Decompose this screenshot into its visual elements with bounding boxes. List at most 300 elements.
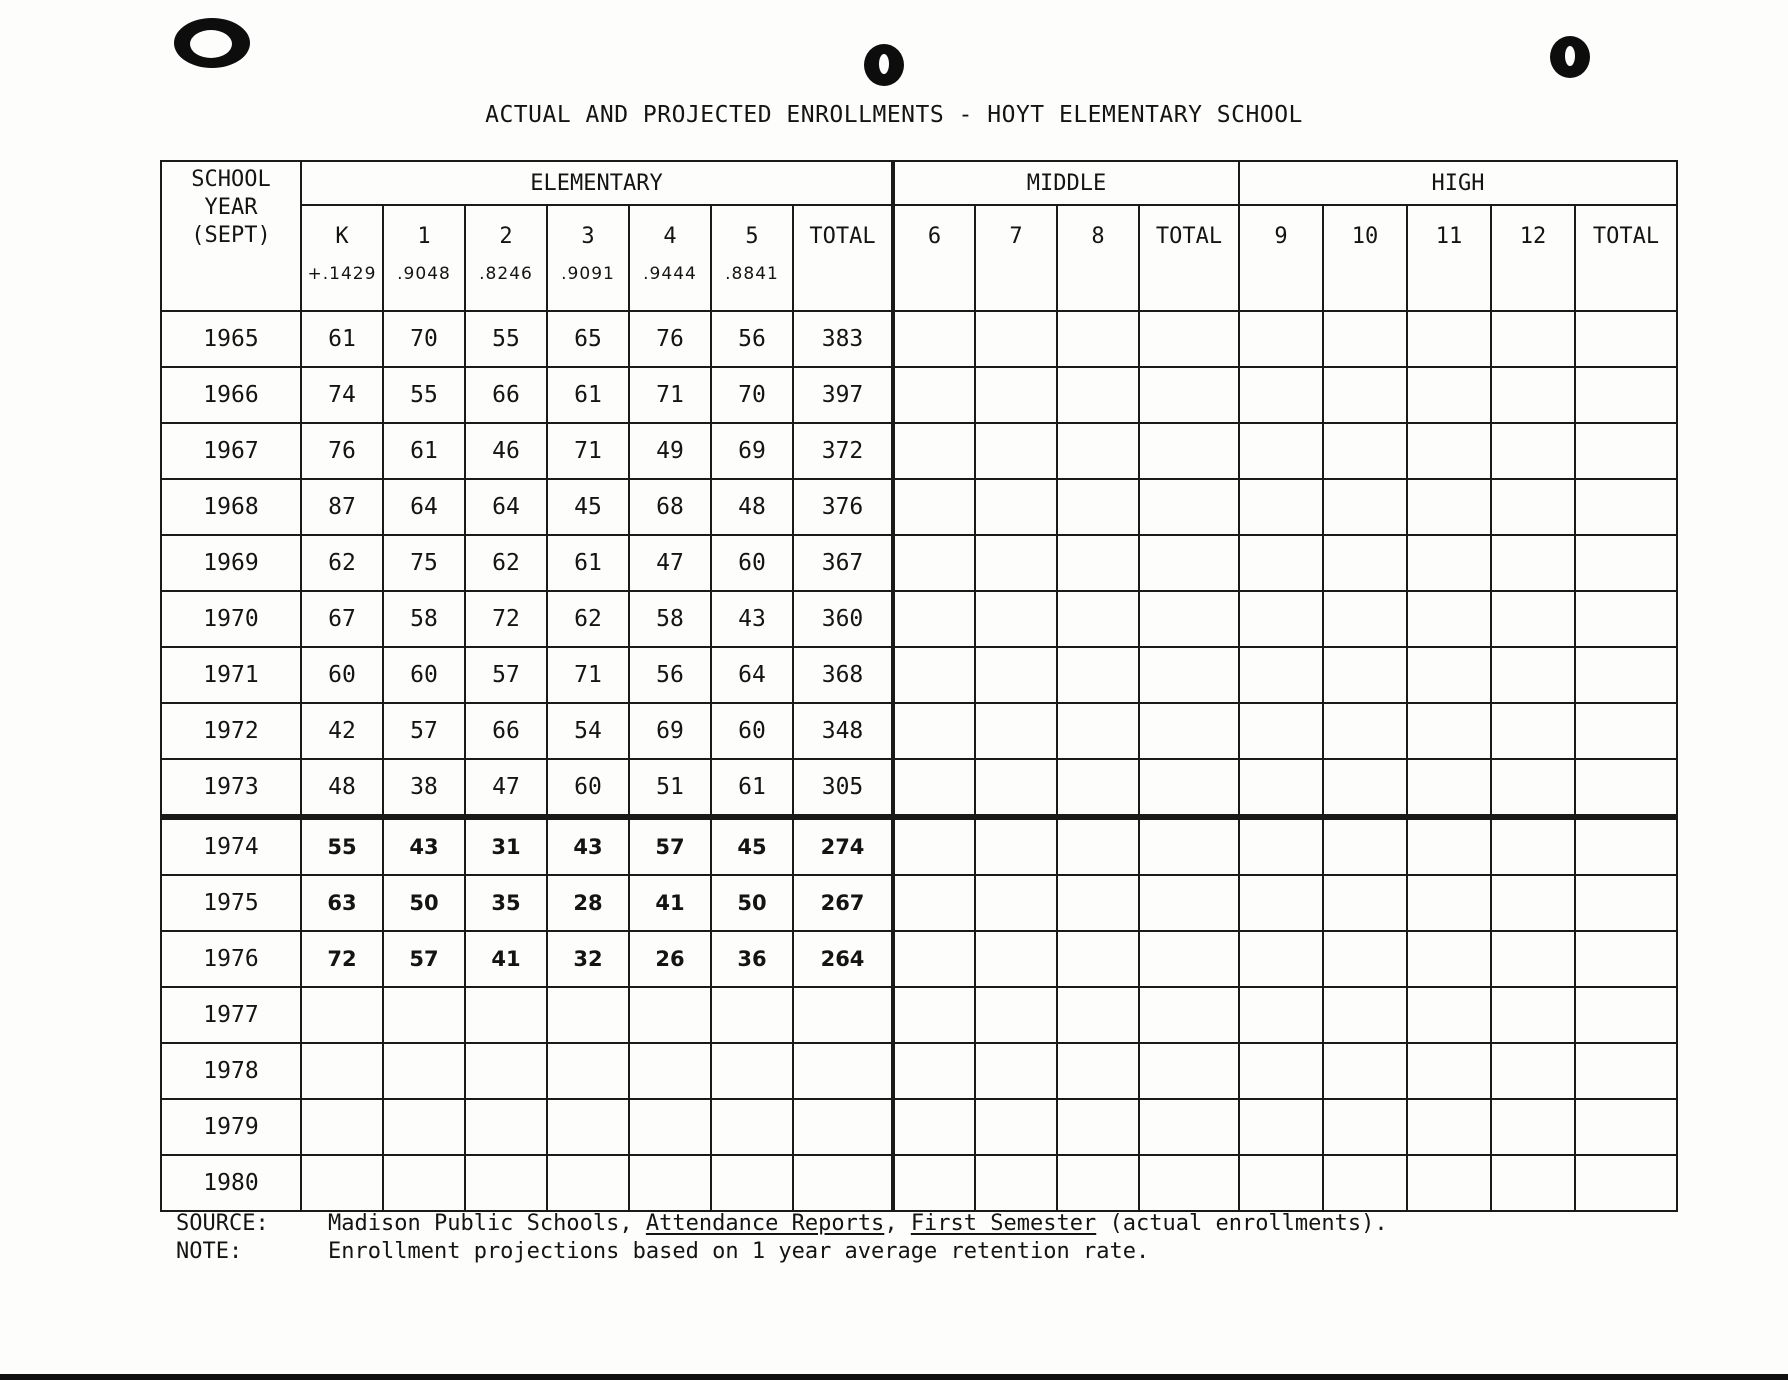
col-header-high-4: TOTAL [1575, 205, 1677, 311]
empty-cell [1139, 1043, 1239, 1099]
source-line [176, 1210, 1388, 1238]
enrollment-cell: 45 [711, 817, 793, 875]
enrollment-cell: 60 [711, 535, 793, 591]
empty-cell [975, 591, 1057, 647]
enrollment-cell: 264 [793, 931, 893, 987]
empty-cell [301, 1155, 383, 1211]
empty-cell [1139, 987, 1239, 1043]
table-row [161, 479, 1677, 535]
enrollment-cell: 367 [793, 535, 893, 591]
note-text: Enrollment projections based on 1 year average retention rate. [328, 1239, 1150, 1264]
enrollment-table [160, 160, 1678, 1212]
empty-cell [893, 591, 975, 647]
empty-cell [1057, 423, 1139, 479]
empty-cell [975, 817, 1057, 875]
enrollment-cell: 60 [383, 647, 465, 703]
empty-cell [1575, 875, 1677, 931]
empty-cell [1491, 1155, 1575, 1211]
enrollment-cell: 74 [301, 367, 383, 423]
col-header-high-0: 9 [1239, 205, 1323, 311]
enrollment-cell: 274 [793, 817, 893, 875]
table-row [161, 931, 1677, 987]
punch-hole-right [1550, 36, 1590, 78]
enrollment-cell: 55 [383, 367, 465, 423]
empty-cell [1057, 987, 1139, 1043]
empty-cell [1575, 987, 1677, 1043]
table-row [161, 875, 1677, 931]
empty-cell [1057, 367, 1139, 423]
source-text: Madison Public Schools, Attendance Reports, First Semester (actual enrollments). [328, 1211, 1388, 1236]
empty-cell [893, 817, 975, 875]
enrollment-cell: 360 [793, 591, 893, 647]
empty-cell [1491, 367, 1575, 423]
empty-cell [1323, 931, 1407, 987]
empty-cell [893, 1099, 975, 1155]
empty-cell [1139, 1155, 1239, 1211]
empty-cell [383, 1099, 465, 1155]
empty-cell [1575, 759, 1677, 817]
enrollment-cell: 42 [301, 703, 383, 759]
empty-cell [1057, 535, 1139, 591]
empty-cell [1239, 591, 1323, 647]
empty-cell [1575, 367, 1677, 423]
enrollment-cell: 26 [629, 931, 711, 987]
empty-cell [1139, 703, 1239, 759]
enrollment-cell: 47 [629, 535, 711, 591]
empty-cell [975, 1043, 1057, 1099]
empty-cell [383, 1043, 465, 1099]
empty-cell [1239, 703, 1323, 759]
empty-cell [1407, 591, 1491, 647]
empty-cell [1491, 1099, 1575, 1155]
empty-cell [1323, 367, 1407, 423]
empty-cell [1139, 931, 1239, 987]
enrollment-cell: 62 [465, 535, 547, 591]
enrollment-table-container [160, 160, 1678, 1212]
page-bottom-edge [0, 1374, 1788, 1380]
enrollment-cell: 71 [629, 367, 711, 423]
empty-cell [1407, 1043, 1491, 1099]
empty-cell [1139, 591, 1239, 647]
empty-cell [893, 987, 975, 1043]
table-row [161, 311, 1677, 367]
empty-cell [893, 931, 975, 987]
table-row [161, 647, 1677, 703]
empty-cell [1239, 535, 1323, 591]
empty-cell [1239, 479, 1323, 535]
empty-cell [893, 875, 975, 931]
enrollment-cell: 372 [793, 423, 893, 479]
empty-cell [1323, 1099, 1407, 1155]
empty-cell [1139, 759, 1239, 817]
enrollment-cell: 54 [547, 703, 629, 759]
empty-cell [1575, 1099, 1677, 1155]
enrollment-cell: 57 [383, 931, 465, 987]
empty-cell [1323, 1155, 1407, 1211]
empty-cell [1491, 703, 1575, 759]
empty-cell [1575, 591, 1677, 647]
enrollment-cell: 50 [383, 875, 465, 931]
empty-cell [1239, 423, 1323, 479]
col-header-middle-0: 6 [893, 205, 975, 311]
empty-cell [1323, 817, 1407, 875]
enrollment-cell: 57 [383, 703, 465, 759]
retention-rate: .9444 [643, 264, 697, 284]
enrollment-cell: 56 [629, 647, 711, 703]
empty-cell [975, 703, 1057, 759]
empty-cell [547, 1043, 629, 1099]
col-header-elementary-2: 2 .8246 [465, 205, 547, 311]
table-row [161, 1155, 1677, 1211]
enrollment-cell: 47 [465, 759, 547, 817]
empty-cell [1139, 817, 1239, 875]
empty-cell [893, 647, 975, 703]
enrollment-cell: 57 [465, 647, 547, 703]
empty-cell [1057, 647, 1139, 703]
empty-cell [301, 1099, 383, 1155]
enrollment-cell: 55 [301, 817, 383, 875]
enrollment-cell: 60 [301, 647, 383, 703]
table-row [161, 1099, 1677, 1155]
empty-cell [465, 1155, 547, 1211]
empty-cell [1057, 1043, 1139, 1099]
empty-cell [893, 1155, 975, 1211]
school-year-cell: 1965 [161, 311, 301, 367]
empty-cell [1575, 311, 1677, 367]
empty-cell [1057, 703, 1139, 759]
empty-cell [1407, 1155, 1491, 1211]
empty-cell [1057, 759, 1139, 817]
col-header-high-2: 11 [1407, 205, 1491, 311]
empty-cell [1139, 367, 1239, 423]
enrollment-cell: 48 [711, 479, 793, 535]
empty-cell [1491, 423, 1575, 479]
enrollment-cell: 41 [629, 875, 711, 931]
empty-cell [1491, 591, 1575, 647]
empty-cell [1057, 311, 1139, 367]
empty-cell [1323, 987, 1407, 1043]
source-label: SOURCE: [176, 1211, 269, 1236]
empty-cell [1057, 817, 1139, 875]
empty-cell [1407, 987, 1491, 1043]
empty-cell [893, 703, 975, 759]
empty-cell [793, 987, 893, 1043]
empty-cell [893, 423, 975, 479]
empty-cell [975, 875, 1057, 931]
empty-cell [1057, 875, 1139, 931]
empty-cell [547, 987, 629, 1043]
enrollment-cell: 56 [711, 311, 793, 367]
empty-cell [975, 1099, 1057, 1155]
enrollment-cell: 28 [547, 875, 629, 931]
empty-cell [975, 759, 1057, 817]
retention-rate: .8841 [725, 264, 779, 284]
empty-cell [1239, 759, 1323, 817]
school-year-cell: 1973 [161, 759, 301, 817]
enrollment-cell: 61 [383, 423, 465, 479]
enrollment-cell: 60 [547, 759, 629, 817]
empty-cell [893, 535, 975, 591]
empty-cell [893, 311, 975, 367]
table-row [161, 535, 1677, 591]
empty-cell [465, 1099, 547, 1155]
enrollment-cell: 397 [793, 367, 893, 423]
empty-cell [975, 1155, 1057, 1211]
school-year-cell: 1975 [161, 875, 301, 931]
enrollment-cell: 36 [711, 931, 793, 987]
school-year-cell: 1974 [161, 817, 301, 875]
enrollment-cell: 63 [301, 875, 383, 931]
enrollment-cell: 72 [301, 931, 383, 987]
empty-cell [1407, 535, 1491, 591]
empty-cell [1323, 479, 1407, 535]
enrollment-cell: 305 [793, 759, 893, 817]
enrollment-cell: 348 [793, 703, 893, 759]
empty-cell [1491, 647, 1575, 703]
empty-cell [1323, 759, 1407, 817]
empty-cell [629, 1043, 711, 1099]
empty-cell [1057, 1099, 1139, 1155]
empty-cell [975, 479, 1057, 535]
enrollment-cell: 32 [547, 931, 629, 987]
empty-cell [547, 1155, 629, 1211]
empty-cell [1407, 367, 1491, 423]
page-title: ACTUAL AND PROJECTED ENROLLMENTS - HOYT ELEMENTARY SCHOOL [485, 102, 1303, 128]
enrollment-cell: 71 [547, 423, 629, 479]
empty-cell [1323, 647, 1407, 703]
enrollment-cell: 55 [465, 311, 547, 367]
table-row [161, 367, 1677, 423]
col-header-elementary-1: 1 .9048 [383, 205, 465, 311]
empty-cell [1575, 703, 1677, 759]
empty-cell [1323, 703, 1407, 759]
col-header-elementary-5: 5 .8841 [711, 205, 793, 311]
empty-cell [893, 1043, 975, 1099]
empty-cell [975, 647, 1057, 703]
empty-cell [1139, 647, 1239, 703]
school-year-cell: 1967 [161, 423, 301, 479]
empty-cell [1323, 1043, 1407, 1099]
empty-cell [1057, 931, 1139, 987]
empty-cell [1491, 817, 1575, 875]
empty-cell [1407, 759, 1491, 817]
table-body [161, 311, 1677, 1211]
empty-cell [465, 987, 547, 1043]
empty-cell [1139, 311, 1239, 367]
enrollment-cell: 60 [711, 703, 793, 759]
empty-cell [1491, 1043, 1575, 1099]
empty-cell [301, 1043, 383, 1099]
column-header-row [161, 205, 1677, 311]
source-attendance-reports: Attendance Reports [645, 1211, 885, 1236]
empty-cell [1239, 367, 1323, 423]
enrollment-cell: 58 [383, 591, 465, 647]
enrollment-cell: 64 [711, 647, 793, 703]
table-row [161, 703, 1677, 759]
note-label: NOTE: [176, 1239, 243, 1264]
empty-cell [893, 367, 975, 423]
enrollment-cell: 48 [301, 759, 383, 817]
empty-cell [1239, 311, 1323, 367]
high-header: HIGH [1239, 161, 1677, 205]
enrollment-cell: 69 [629, 703, 711, 759]
empty-cell [1491, 987, 1575, 1043]
enrollment-cell: 50 [711, 875, 793, 931]
empty-cell [1139, 479, 1239, 535]
empty-cell [1057, 591, 1139, 647]
col-header-middle-1: 7 [975, 205, 1057, 311]
elementary-header: ELEMENTARY [301, 161, 893, 205]
empty-cell [629, 1099, 711, 1155]
enrollment-cell: 67 [301, 591, 383, 647]
empty-cell [1407, 647, 1491, 703]
enrollment-cell: 368 [793, 647, 893, 703]
enrollment-cell: 43 [383, 817, 465, 875]
empty-cell [1239, 1099, 1323, 1155]
empty-cell [793, 1043, 893, 1099]
table-row [161, 591, 1677, 647]
empty-cell [1491, 759, 1575, 817]
empty-cell [1407, 875, 1491, 931]
enrollment-cell: 58 [629, 591, 711, 647]
table-row [161, 423, 1677, 479]
empty-cell [1575, 1155, 1677, 1211]
enrollment-cell: 61 [711, 759, 793, 817]
enrollment-cell: 46 [465, 423, 547, 479]
enrollment-cell: 267 [793, 875, 893, 931]
footer-notes [176, 1210, 1388, 1266]
empty-cell [301, 987, 383, 1043]
enrollment-cell: 70 [383, 311, 465, 367]
empty-cell [711, 1043, 793, 1099]
school-year-cell: 1966 [161, 367, 301, 423]
retention-rate: .9091 [561, 264, 615, 284]
empty-cell [1239, 817, 1323, 875]
enrollment-cell: 45 [547, 479, 629, 535]
enrollment-cell: 49 [629, 423, 711, 479]
empty-cell [975, 931, 1057, 987]
empty-cell [1407, 931, 1491, 987]
enrollment-cell: 76 [629, 311, 711, 367]
enrollment-cell: 51 [629, 759, 711, 817]
empty-cell [711, 987, 793, 1043]
empty-cell [893, 479, 975, 535]
empty-cell [793, 1099, 893, 1155]
col-header-elementary-6: TOTAL [793, 205, 893, 311]
empty-cell [1575, 931, 1677, 987]
empty-cell [1491, 311, 1575, 367]
empty-cell [1491, 479, 1575, 535]
empty-cell [1239, 1155, 1323, 1211]
col-header-middle-3: TOTAL [1139, 205, 1239, 311]
empty-cell [1575, 647, 1677, 703]
school-year-cell: 1980 [161, 1155, 301, 1211]
enrollment-cell: 383 [793, 311, 893, 367]
enrollment-cell: 57 [629, 817, 711, 875]
enrollment-cell: 38 [383, 759, 465, 817]
empty-cell [1575, 817, 1677, 875]
empty-cell [893, 759, 975, 817]
enrollment-cell: 87 [301, 479, 383, 535]
empty-cell [1139, 875, 1239, 931]
empty-cell [711, 1155, 793, 1211]
enrollment-cell: 72 [465, 591, 547, 647]
enrollment-cell: 31 [465, 817, 547, 875]
empty-cell [629, 987, 711, 1043]
school-year-cell: 1969 [161, 535, 301, 591]
empty-cell [1407, 1099, 1491, 1155]
note-line [176, 1238, 1388, 1266]
empty-cell [1575, 479, 1677, 535]
punch-hole-left [174, 18, 250, 68]
school-year-cell: 1977 [161, 987, 301, 1043]
empty-cell [547, 1099, 629, 1155]
empty-cell [383, 1155, 465, 1211]
empty-cell [1575, 535, 1677, 591]
table-row [161, 817, 1677, 875]
enrollment-cell: 43 [547, 817, 629, 875]
col-header-high-3: 12 [1491, 205, 1575, 311]
retention-rate: +.1429 [307, 264, 377, 284]
enrollment-cell: 64 [465, 479, 547, 535]
table-row [161, 1043, 1677, 1099]
enrollment-cell: 61 [301, 311, 383, 367]
col-header-middle-2: 8 [1057, 205, 1139, 311]
empty-cell [1139, 535, 1239, 591]
table-row [161, 987, 1677, 1043]
empty-cell [1239, 1043, 1323, 1099]
empty-cell [1323, 311, 1407, 367]
empty-cell [793, 1155, 893, 1211]
enrollment-cell: 61 [547, 367, 629, 423]
empty-cell [1407, 311, 1491, 367]
school-year-cell: 1979 [161, 1099, 301, 1155]
enrollment-cell: 376 [793, 479, 893, 535]
col-header-elementary-4: 4 .9444 [629, 205, 711, 311]
empty-cell [975, 535, 1057, 591]
empty-cell [975, 367, 1057, 423]
empty-cell [1407, 423, 1491, 479]
empty-cell [1407, 817, 1491, 875]
empty-cell [711, 1099, 793, 1155]
enrollment-cell: 41 [465, 931, 547, 987]
empty-cell [1323, 591, 1407, 647]
empty-cell [975, 423, 1057, 479]
table-row [161, 759, 1677, 817]
school-year-cell: 1971 [161, 647, 301, 703]
enrollment-cell: 70 [711, 367, 793, 423]
empty-cell [1323, 535, 1407, 591]
empty-cell [1407, 703, 1491, 759]
enrollment-cell: 62 [547, 591, 629, 647]
empty-cell [1323, 875, 1407, 931]
empty-cell [975, 987, 1057, 1043]
col-header-elementary-3: 3 .9091 [547, 205, 629, 311]
enrollment-cell: 66 [465, 703, 547, 759]
empty-cell [1239, 875, 1323, 931]
enrollment-cell: 66 [465, 367, 547, 423]
school-year-cell: 1978 [161, 1043, 301, 1099]
enrollment-cell: 68 [629, 479, 711, 535]
school-year-cell: 1976 [161, 931, 301, 987]
school-year-cell: 1970 [161, 591, 301, 647]
empty-cell [383, 987, 465, 1043]
empty-cell [1323, 423, 1407, 479]
school-year-header: SCHOOL YEAR (SEPT) [161, 161, 301, 311]
empty-cell [629, 1155, 711, 1211]
empty-cell [1239, 987, 1323, 1043]
enrollment-cell: 64 [383, 479, 465, 535]
